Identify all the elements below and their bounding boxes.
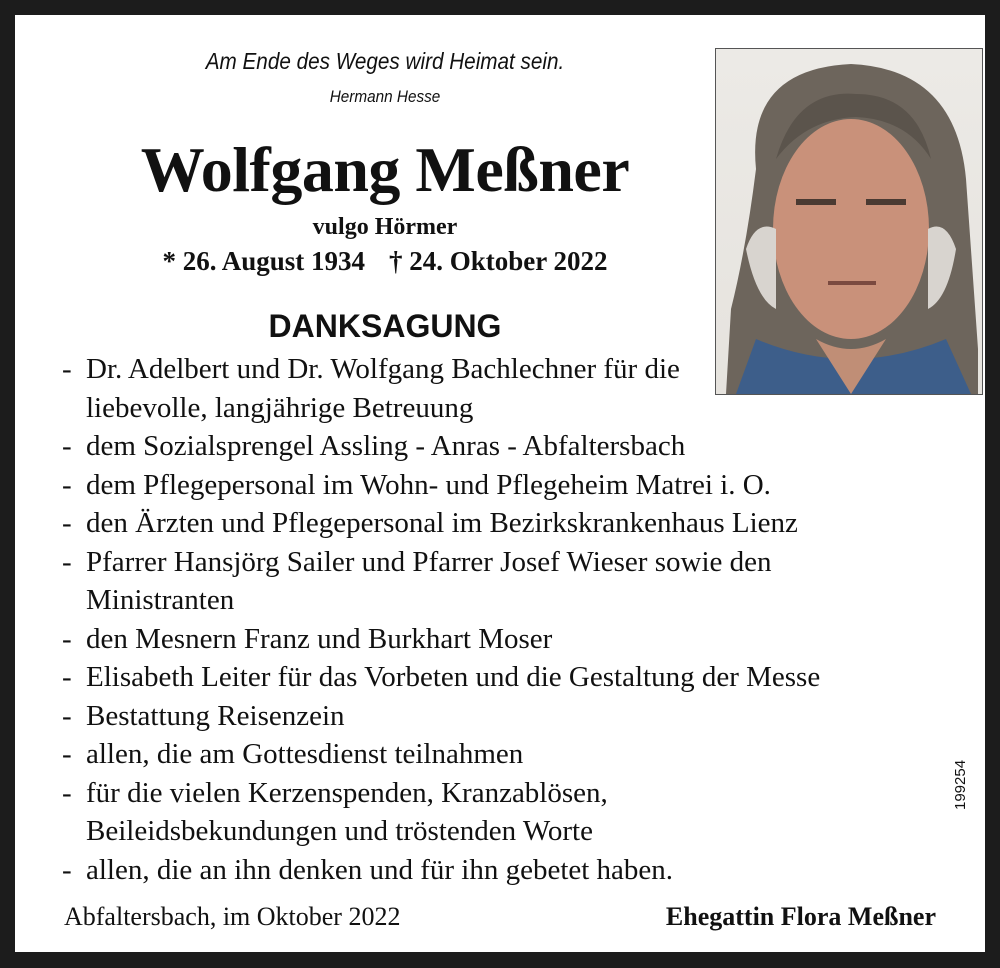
death-date: † 24. Oktober 2022 <box>389 246 608 276</box>
list-item: - allen, die an ihn denken und für ihn gebetet haben. <box>62 851 942 890</box>
birth-date: * 26. August 1934 <box>162 246 366 276</box>
deceased-name: Wolfgang Meßner <box>140 134 630 205</box>
list-item: - den Ärzten und Pflegepersonal im Bezirkskrankenhaus Lienz <box>62 504 942 543</box>
list-item: - Bestattung Reisenzein <box>62 697 942 736</box>
list-item: - dem Sozialsprengel Assling - Anras - Abfaltersbach <box>62 427 942 466</box>
list-item: - den Mesnern Franz und Burkhart Moser <box>62 620 942 659</box>
obituary-card <box>15 15 985 952</box>
place-date: Abfaltersbach, im Oktober 2022 <box>64 902 401 931</box>
thanks-list <box>62 350 942 889</box>
list-item: - allen, die am Gottesdienst teilnahmen <box>62 735 942 774</box>
list-item: - Elisabeth Leiter für das Vorbeten und die Gestaltung der Messe <box>62 658 942 697</box>
ad-code: 199254 <box>952 759 969 810</box>
list-item: - Pfarrer Hansjörg Sailer und Pfarrer Josef Wieser sowie den Ministranten <box>62 543 866 620</box>
list-item: - Dr. Adelbert und Dr. Wolfgang Bachlechner für die liebevolle, langjährige Betreuung <box>62 350 686 427</box>
life-dates <box>75 246 695 277</box>
quote-author: Hermann Hesse <box>329 87 441 106</box>
nickname: vulgo Hörmer <box>312 214 458 240</box>
list-item: - für die vielen Kerzenspenden, Kranzablösen, Beileidsbekundungen und tröstenden Worte <box>62 774 696 851</box>
heading: DANKSAGUNG <box>268 308 502 344</box>
signature: Ehegattin Flora Meßner <box>665 902 936 931</box>
portrait-photo <box>715 48 983 395</box>
quote: Am Ende des Weges wird Heimat sein. <box>205 48 565 74</box>
list-item: - dem Pflegepersonal im Wohn- und Pflegeheim Matrei i. O. <box>62 466 942 505</box>
